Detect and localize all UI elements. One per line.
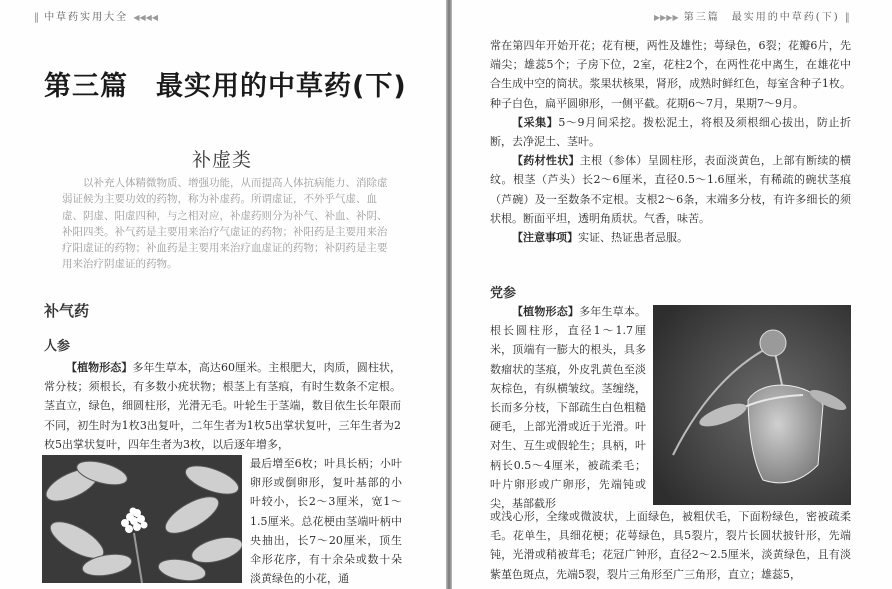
renshen-plant-image	[42, 455, 242, 583]
section-intro-text: 以补充人体精微物质、增强功能，从而提高人体抗病能力、消除虚弱证候为主要功效的药物，称为补虚药。所谓虚证，不外乎气虚、血虚、阴虚、阳虚四种，与之相对应，补虚药则分为补气、补血、补阴、补阳四类。补气药是主要用来治疗气虚证的药物；补阳药是主要用来治疗阳虚证的药物；补血药是主要用来治疗血虚证的药物；补阴药是主要用来治疗阴虚证的药物。	[62, 177, 388, 271]
morphology-text: 多年生草本，高达60厘米。主根肥大，肉质，圆柱状，常分枝；须根长，有多数小疣状物；根茎上有茎痕，有时生数条不定根。茎直立，绿色，细圆柱形，光滑无毛。叶轮生于茎端，数目依生长年限而不同，初生时为1枚3出复叶，二年生者为1枚5出掌状复叶，三年生者为2枚5出掌状复叶，四年生者为3枚，以后逐年增多，	[44, 361, 402, 451]
trait-label: 【药材性状】	[512, 154, 580, 168]
dangshen-side-text	[490, 302, 646, 513]
left-running-header-text: 中草药实用大全	[44, 12, 129, 23]
renshen-side-paragraph: 最后增至6枚；叶具长柄；小叶卵形或倒卵形，复叶基部的小叶较小，长2～3厘米，宽1～1.5厘米。总花梗由茎端叶柄中央抽出，长7～20厘米，顶生伞形花序，有十余朵或数十朵淡黄绿色的小花，通	[250, 457, 402, 586]
herb-heading-renshen: 人参	[44, 339, 71, 354]
dangshen-morphology-label: 【植物形态】	[512, 305, 580, 318]
dangshen-photo	[653, 305, 851, 505]
morphology-label: 【植物形态】	[66, 361, 133, 374]
header-bars-right-icon: ‖	[844, 12, 850, 23]
dangshen-bottom-text	[490, 507, 851, 584]
herb-heading-dangshen: 党参	[490, 286, 517, 301]
renshen-side-text	[250, 454, 402, 588]
subheading-buqi: 补气药	[44, 302, 90, 320]
renshen-continued	[490, 36, 851, 247]
caution-label: 【注意事项】	[512, 231, 578, 245]
left-running-header	[34, 8, 158, 23]
section-title: 补虚类	[192, 149, 253, 171]
renshen-continued-text: 常在第四年开始开花；花有梗，两性及雄性；萼绿色，6裂；花瓣6片，先端尖；雄蕊5个；子房下位，2室，花柱2个，在两性花中离生，在雄花中合生成中空的筒状。浆果状核果，肾形，成熟时鲜红色，每室含种子1枚。种子白色，扁平圆卵形，一侧平截。花期6～7月，果期7～9月。	[490, 39, 851, 110]
dangshen-flower-image	[653, 305, 851, 505]
chapter-title: 第三篇 最实用的中草药(下)	[44, 71, 407, 102]
dangshen-bottom-paragraph: 或浅心形，全缘或微波状，上面绿色，被粗伏毛，下面粉绿色，密被疏柔毛。花单生，具细花梗；花萼绿色，具5裂片，裂片长圆状披针形，先端钝，光滑或稍被茸毛；花冠广钟形，直径2～2.5厘米，淡黄绿色，且有淡紫堇色斑点，先端5裂，裂片三角形至广三角形，直立；雄蕊5，	[490, 510, 851, 581]
renshen-photo	[42, 455, 242, 583]
caution-text: 实证、热证患者忌服。	[578, 231, 688, 245]
right-running-header-text: 第三篇 最实用的中草药(下)	[683, 12, 840, 23]
collect-text: 5～9月间采挖。拨松泥土，将根及须根细心拔出，防止折断，去净泥土、茎叶。	[490, 115, 852, 149]
right-page	[452, 0, 892, 589]
collect-label: 【采集】	[512, 115, 559, 129]
header-arrows-icon: ◀◀◀◀	[133, 13, 158, 22]
dangshen-morphology-text: 多年生草本。根长圆柱形，直径1～1.7厘米，顶端有一膨大的根头，具多数瘤状的茎痕，外皮乳黄色至淡灰棕色，有纵横皱纹。茎缠绕，长而多分枝，下部疏生白色粗糙硬毛，上部光滑或近于光滑。叶对生、互生或假轮生；具柄，叶柄长0.5～4厘米，被疏柔毛；叶片卵形或广卵形，先端钝或尖，基部截形	[490, 305, 647, 511]
section-intro	[62, 175, 397, 273]
right-running-header	[654, 8, 850, 23]
renshen-paragraph	[44, 358, 401, 454]
header-bars-icon: ‖	[34, 12, 39, 23]
header-arrows-right-icon: ▶▶▶▶	[654, 13, 679, 22]
trait-text: 主根（参体）呈圆柱形，表面淡黄色，上部有断续的横纹。根茎（芦头）长2～6厘米，直径0.5～1.6厘米，有稀疏的碗状茎痕（芦碗）及一至数条不定根。支根2～6条，末端多分枝，有许多细长的须状根。断面平坦，透明角质状。气香，味苦。	[490, 154, 852, 225]
